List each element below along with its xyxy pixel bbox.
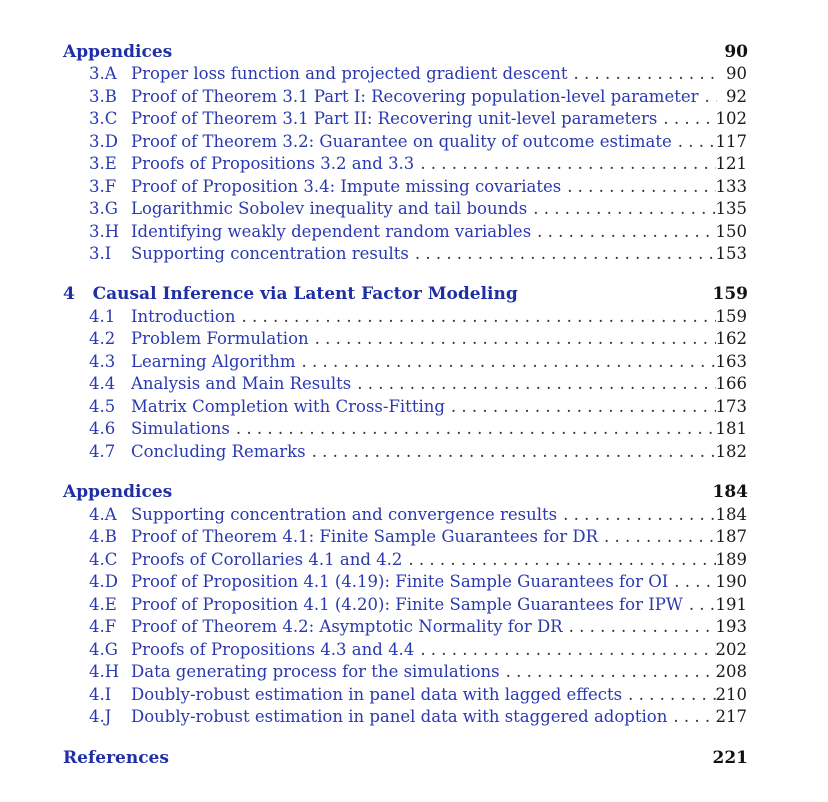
- toc-entry-3E[interactable]: [89, 153, 747, 175]
- toc-entry-4J[interactable]: [89, 706, 747, 728]
- toc-section-references[interactable]: [63, 747, 748, 769]
- entry-title[interactable]: Data generating process for the simulations: [131, 662, 500, 681]
- entry-page: 92: [726, 87, 747, 106]
- entry-title[interactable]: Doubly-robust estimation in panel data with staggered adoption: [131, 707, 668, 726]
- entry-number: 4.F: [89, 617, 117, 636]
- leader-dots: [351, 373, 715, 395]
- entry-title[interactable]: Proof of Theorem 3.1 Part II: Recovering unit-level parameters: [131, 109, 658, 128]
- entry-page: 159: [715, 307, 747, 326]
- toc-entry-4G[interactable]: [89, 639, 747, 661]
- toc-section-appendices-3[interactable]: [63, 41, 748, 63]
- toc-entry-4A[interactable]: [89, 504, 747, 526]
- leader-dots: [414, 639, 715, 661]
- leader-dots: [230, 418, 716, 440]
- entry-title[interactable]: Logarithmic Sobolev inequality and tail bounds: [131, 199, 528, 218]
- entry-title[interactable]: Proof of Proposition 4.1 (4.19): Finite Sample Guarantees for OI: [131, 572, 669, 591]
- entry-title[interactable]: Proof of Theorem 3.2: Guarantee on quality of outcome estimate: [131, 132, 672, 151]
- entry-number: 4.C: [89, 550, 118, 569]
- entry-page: 217: [715, 707, 747, 726]
- leader-dots: [557, 504, 715, 526]
- entry-number: 4.A: [89, 505, 117, 524]
- section-title[interactable]: Appendices: [63, 42, 173, 62]
- entry-number: 3.B: [89, 87, 117, 106]
- section-page: 221: [712, 748, 748, 768]
- toc-entry-4-1[interactable]: [89, 306, 747, 328]
- toc-entry-4F[interactable]: [89, 616, 747, 638]
- toc-entry-4I[interactable]: [89, 684, 747, 706]
- entry-number: 4.6: [89, 419, 116, 438]
- leader-dots: [668, 571, 715, 593]
- entry-title[interactable]: Analysis and Main Results: [131, 374, 352, 393]
- entry-page: 166: [715, 374, 747, 393]
- leader-dots: [306, 441, 716, 463]
- toc-entry-3B[interactable]: [89, 86, 747, 108]
- entry-number: 4.I: [89, 685, 112, 704]
- toc-chapter-4[interactable]: [63, 283, 748, 305]
- entry-page: 153: [715, 244, 747, 263]
- toc-entry-3F[interactable]: [89, 176, 747, 198]
- toc-entry-3H[interactable]: [89, 221, 747, 243]
- entry-page: 181: [715, 419, 747, 438]
- entry-page: 150: [715, 222, 747, 241]
- entry-page: 202: [715, 640, 747, 659]
- leader-dots: [500, 661, 716, 683]
- leader-dots: [657, 108, 715, 130]
- entry-title[interactable]: Concluding Remarks: [131, 442, 306, 461]
- entry-title[interactable]: Problem Formulation: [131, 329, 309, 348]
- entry-page: 173: [715, 397, 747, 416]
- entry-title[interactable]: Supporting concentration and convergence results: [131, 505, 558, 524]
- section-title[interactable]: Appendices: [63, 482, 173, 502]
- entry-number: 4.1: [89, 307, 116, 326]
- entry-title[interactable]: Proof of Proposition 4.1 (4.20): Finite Sample Guarantees for IPW: [131, 595, 683, 614]
- toc-entry-3D[interactable]: [89, 131, 747, 153]
- leader-dots: [568, 63, 717, 85]
- entry-title[interactable]: Introduction: [131, 307, 236, 326]
- entry-title[interactable]: Simulations: [131, 419, 230, 438]
- entry-page: 163: [715, 352, 747, 371]
- toc-entry-4D[interactable]: [89, 571, 747, 593]
- toc-entry-4C[interactable]: [89, 549, 747, 571]
- entry-title[interactable]: Matrix Completion with Cross-Fitting: [131, 397, 445, 416]
- toc-entry-3C[interactable]: [89, 108, 747, 130]
- entry-number: 3.A: [89, 64, 117, 83]
- leader-dots: [527, 198, 715, 220]
- toc-entry-4-4[interactable]: [89, 373, 747, 395]
- section-page: 184: [712, 482, 748, 502]
- entry-page: 182: [715, 442, 747, 461]
- entry-number: 4.D: [89, 572, 118, 591]
- entry-number: 3.I: [89, 244, 112, 263]
- entry-number: 4.B: [89, 527, 117, 546]
- entry-page: 190: [715, 572, 747, 591]
- leader-dots: [598, 526, 715, 548]
- entry-page: 102: [715, 109, 747, 128]
- leader-dots: [563, 616, 716, 638]
- toc-entry-4E[interactable]: [89, 594, 747, 616]
- entry-page: 210: [715, 685, 747, 704]
- leader-dots: [672, 131, 716, 153]
- toc-entry-3I[interactable]: [89, 243, 747, 265]
- entry-page: 117: [715, 132, 747, 151]
- leader-dots: [622, 684, 715, 706]
- leader-dots: [296, 351, 716, 373]
- entry-page: 191: [715, 595, 747, 614]
- entry-page: 162: [715, 329, 747, 348]
- leader-dots: [445, 396, 716, 418]
- leader-dots: [667, 706, 715, 728]
- toc-entry-4-2[interactable]: [89, 328, 747, 350]
- toc-entry-3A[interactable]: [89, 63, 747, 85]
- entry-number: 4.4: [89, 374, 116, 393]
- leader-dots: [699, 86, 718, 108]
- section-title[interactable]: References: [63, 748, 169, 768]
- entry-title[interactable]: Proof of Theorem 4.1: Finite Sample Guarantees for DR: [131, 527, 599, 546]
- leader-dots: [402, 549, 715, 571]
- entry-title[interactable]: Proof of Theorem 3.1 Part I: Recovering population-level parameter: [131, 87, 699, 106]
- toc-entry-3G[interactable]: [89, 198, 747, 220]
- entry-number: 4.J: [89, 707, 112, 726]
- leader-dots: [531, 221, 715, 243]
- entry-number: 4.3: [89, 352, 116, 371]
- entry-title[interactable]: Identifying weakly dependent random variables: [131, 222, 532, 241]
- entry-title[interactable]: Proofs of Propositions 3.2 and 3.3: [131, 154, 415, 173]
- chapter-page: 159: [712, 284, 748, 304]
- entry-page: 90: [726, 64, 747, 83]
- entry-title[interactable]: Doubly-robust estimation in panel data with lagged effects: [131, 685, 623, 704]
- entry-number: 4.G: [89, 640, 118, 659]
- entry-page: 193: [715, 617, 747, 636]
- entry-page: 135: [715, 199, 747, 218]
- toc-entry-4-6[interactable]: [89, 418, 747, 440]
- leader-dots: [683, 594, 716, 616]
- toc-entry-4H[interactable]: [89, 661, 747, 683]
- entry-number: 4.7: [89, 442, 116, 461]
- entry-title[interactable]: Supporting concentration results: [131, 244, 409, 263]
- entry-number: 3.C: [89, 109, 118, 128]
- entry-title[interactable]: Proof of Theorem 4.2: Asymptotic Normality for DR: [131, 617, 563, 636]
- entry-number: 3.G: [89, 199, 118, 218]
- entry-number: 4.5: [89, 397, 116, 416]
- toc-entry-4B[interactable]: [89, 526, 747, 548]
- entry-page: 189: [715, 550, 747, 569]
- entry-number: 4.E: [89, 595, 117, 614]
- section-page: 90: [724, 42, 748, 62]
- entry-number: 3.F: [89, 177, 117, 196]
- entry-page: 121: [715, 154, 747, 173]
- chapter-title[interactable]: 4 Causal Inference via Latent Factor Modeling: [63, 284, 518, 304]
- entry-title[interactable]: Proofs of Corollaries 4.1 and 4.2: [131, 550, 403, 569]
- entry-title[interactable]: Proof of Proposition 3.4: Impute missing covariates: [131, 177, 562, 196]
- entry-page: 133: [715, 177, 747, 196]
- leader-dots: [561, 176, 715, 198]
- entry-title[interactable]: Proofs of Propositions 4.3 and 4.4: [131, 640, 415, 659]
- entry-page: 208: [715, 662, 747, 681]
- entry-title[interactable]: Learning Algorithm: [131, 352, 296, 371]
- leader-dots: [414, 153, 715, 175]
- leader-dots: [409, 243, 716, 265]
- entry-number: 3.E: [89, 154, 117, 173]
- toc-entry-4-3[interactable]: [89, 351, 747, 373]
- entry-number: 4.2: [89, 329, 116, 348]
- entry-number: 4.H: [89, 662, 120, 681]
- toc-entry-4-7[interactable]: [89, 441, 747, 463]
- entry-number: 3.D: [89, 132, 118, 151]
- entry-page: 187: [715, 527, 747, 546]
- entry-title[interactable]: Proper loss function and projected gradient descent: [131, 64, 568, 83]
- toc-entry-4-5[interactable]: [89, 396, 747, 418]
- toc-section-appendices-4[interactable]: [63, 481, 748, 503]
- leader-dots: [236, 306, 716, 328]
- leader-dots: [309, 328, 716, 350]
- entry-page: 184: [715, 505, 747, 524]
- entry-number: 3.H: [89, 222, 120, 241]
